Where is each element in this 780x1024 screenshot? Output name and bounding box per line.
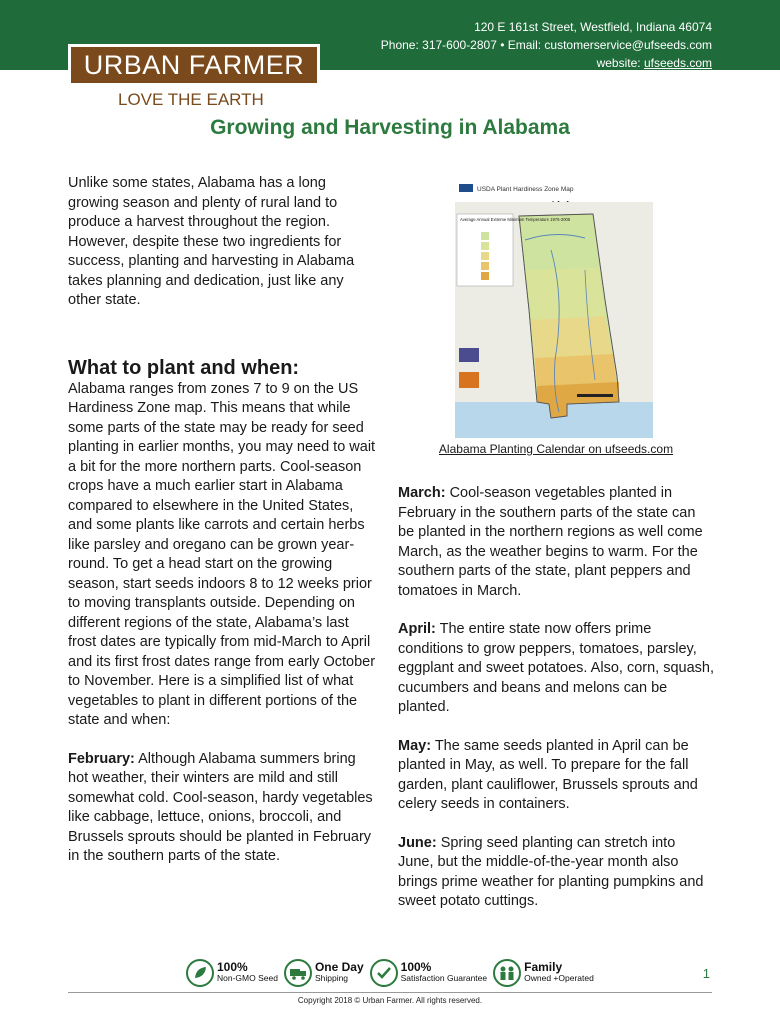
march-label: March: <box>398 485 446 501</box>
truck-badge-icon <box>284 959 312 987</box>
february-paragraph <box>68 750 378 867</box>
logo-text: URBAN FARMER <box>71 47 317 83</box>
badge-shipping <box>284 959 364 987</box>
badge-big: Family <box>524 960 563 974</box>
badge-guarantee <box>370 959 487 987</box>
legend-swatch <box>481 242 489 250</box>
contact-website <box>381 54 712 72</box>
map-legend-title: Average Annual Extreme Minimum Temperature 1976-2005 <box>460 217 571 222</box>
april-paragraph <box>398 620 714 718</box>
march-text: Cool-season vegetables planted in February in the southern parts of the state can be planted in the northern regions as well come March, as the weather begins to warm. For the southern parts of the state, plant peppers and tomatoes in March. <box>398 485 703 599</box>
badge-small: Satisfaction Guarantee <box>400 973 488 983</box>
badge-big: 100% <box>217 960 248 974</box>
badge-small: Owned +Operated <box>524 973 594 983</box>
section-body: Alabama ranges from zones 7 to 9 on the US Hardiness Zone map. This means that while some parts of the state may be ready for seed planting in earlier months, you may need to wait a bit for the more northern parts. Cool-season crops have a much earlier start in Alabama compared to elsewhere in the United States, and some plants like carrots and certain herbs like parsley and oregano can be grown year-round. To get a head start on the growing season, start seeds indoors 8 to 12 weeks prior to moving transplants outside. Depending on different regions of the state, Alabama’s last frost dates are typically from mid-March to April and its first frost dates range from early October to November. Here is a simplified list of what vegetables to plant in different portions of the state and when: <box>68 380 376 728</box>
right-column <box>398 484 714 931</box>
map-scale-bar <box>577 394 613 397</box>
spacer <box>68 330 378 352</box>
legend-swatch <box>481 232 489 240</box>
map-caption-link[interactable]: Alabama Planting Calendar on ufseeds.com <box>438 442 674 456</box>
badge-small: Non-GMO Seed <box>217 973 278 983</box>
logo <box>68 44 320 86</box>
badge-family <box>493 959 594 987</box>
legend-swatch <box>481 252 489 260</box>
section-heading: What to plant and when: <box>68 356 300 379</box>
website-link[interactable]: ufseeds.com <box>643 56 712 70</box>
february-text: Although Alabama summers bring hot weather, their winters are mild and still somewhat cold. Cool-season, hardy vegetables like cabbage, lettuce, onions, broccoli, and Brussels sprouts should be planted in February in the southern parts of the state. <box>68 750 373 864</box>
footer-divider <box>68 992 712 993</box>
intro-paragraph: Unlike some states, Alabama has a long growing season and plenty of rural land to produce a harvest throughout the region. However, despite these two ingredients for success, planting and harvesting in Alabama takes planning and dedication, just like any other state. <box>68 175 355 308</box>
legend-swatch <box>481 272 489 280</box>
partner-logo-icon <box>459 348 479 362</box>
footer-badges <box>186 957 606 989</box>
logo-tagline: LOVE THE EARTH <box>118 90 264 109</box>
june-label: June: <box>398 834 437 851</box>
badge-big: One Day <box>314 960 364 974</box>
family-badge-icon <box>493 959 521 987</box>
february-label: February: <box>68 750 135 767</box>
map-header-text: USDA Plant Hardiness Zone Map <box>477 186 574 193</box>
hardiness-zone-map <box>455 180 653 438</box>
may-label: May: <box>398 737 432 754</box>
march-paragraph <box>398 484 714 601</box>
leaf-badge-icon <box>186 959 214 987</box>
badge-big: 100% <box>400 960 432 974</box>
badge-small: Shipping <box>314 973 349 983</box>
left-column <box>68 174 378 886</box>
page-title: Growing and Harvesting in Alabama <box>210 116 570 139</box>
usda-logo-icon <box>459 184 473 192</box>
badge-non-gmo <box>186 959 278 987</box>
contact-address: 120 E 161st Street, Westfield, Indiana 46074 <box>474 20 712 34</box>
may-text: The same seeds planted in April can be planted in May, as well. To prepare for the fall garden, plant cauliflower, Brussels sprouts and celery seeds in containers. <box>398 737 698 812</box>
april-label: April: <box>398 621 436 637</box>
may-paragraph <box>398 737 714 815</box>
website-label: website: <box>596 56 641 70</box>
contact-block <box>381 18 712 72</box>
checkmark-badge-icon <box>370 959 398 987</box>
june-paragraph <box>398 834 714 912</box>
contact-phone-email: Phone: 317-600-2807 • Email: customerservice@ufseeds.com <box>380 38 712 52</box>
june-text: Spring seed planting can stretch into June, but the middle-of-the-year month also brings prime weather for planting pumpkins and sweet potato cuttings. <box>398 834 704 909</box>
copyright: Copyright 2018 © Urban Farmer. All rights reserved. <box>297 996 483 1005</box>
map-illustration <box>455 180 653 438</box>
page-number: 1 <box>702 966 710 981</box>
osu-logo-icon <box>459 372 479 388</box>
april-text: The entire state now offers prime conditions to grow peppers, tomatoes, parsley, eggplant and sweet potatoes. Also, corn, squash, cucumbers and beans and melons can be planted. <box>398 621 714 715</box>
legend-swatch <box>481 262 489 270</box>
